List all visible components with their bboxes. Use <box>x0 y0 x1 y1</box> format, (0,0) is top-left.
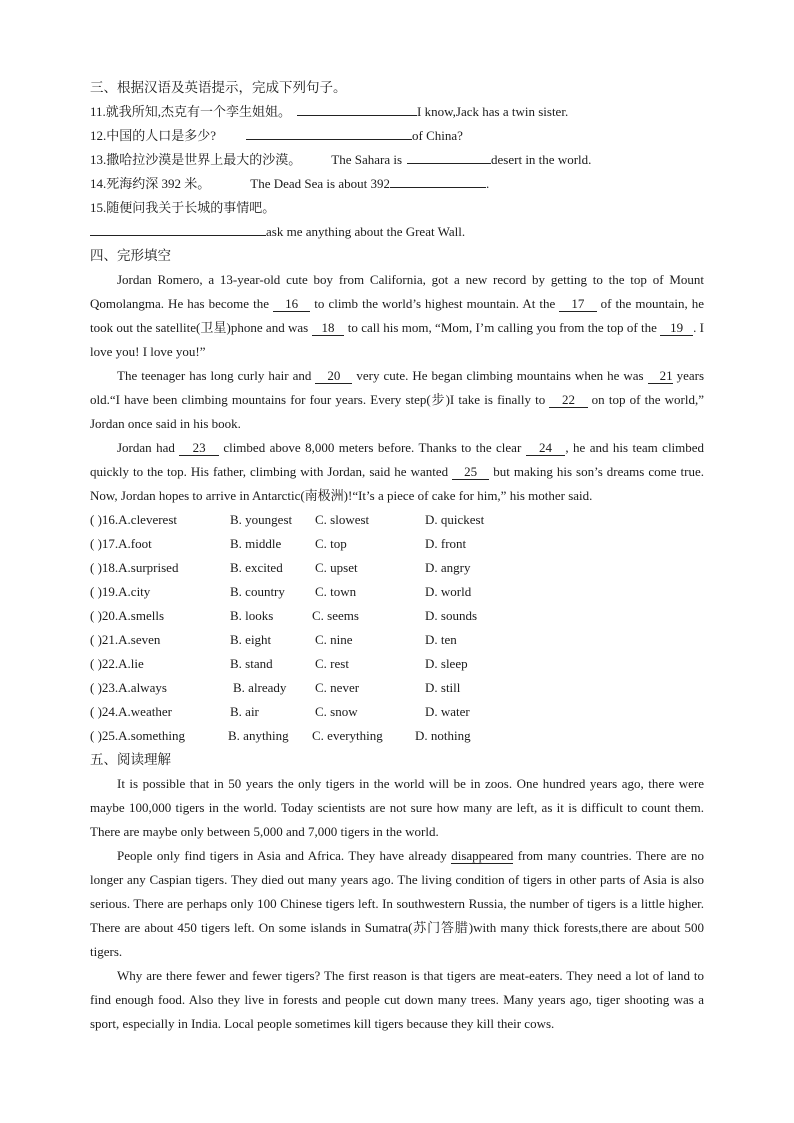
option-c[interactable]: C. everything <box>312 728 383 743</box>
option-d[interactable]: D. water <box>425 704 470 719</box>
option-row <box>90 556 704 580</box>
item-11 <box>90 100 704 124</box>
item-15-chinese: 15.随便问我关于长城的事情吧。 <box>90 200 276 215</box>
cloze-text: very cute. He began climbing mountains when he was <box>352 368 648 383</box>
option-d[interactable]: D. ten <box>425 632 457 647</box>
option-a[interactable]: ( )24.A.weather <box>90 704 172 719</box>
option-b[interactable]: B. air <box>230 704 259 719</box>
cloze-paragraph-2 <box>90 364 704 436</box>
cloze-blank-20[interactable] <box>315 368 352 384</box>
option-b[interactable]: B. excited <box>230 560 283 575</box>
cloze-text: but making his son’s dreams come true. Now, Jordan hopes to arrive in Antarctic(南极洲)!“It’s a piece of cake for him,” his mother said. <box>90 464 704 503</box>
option-b[interactable]: B. eight <box>230 632 272 647</box>
cloze-blank-22[interactable] <box>549 392 587 408</box>
option-row <box>90 580 704 604</box>
reading-paragraph-2 <box>90 844 704 964</box>
cloze-text: Jordan Romero, a 13-year-old cute boy from California, got a new record by getting to the top of Mount Qomolangma. He has become the <box>90 272 704 311</box>
option-row <box>90 700 704 724</box>
option-a[interactable]: ( )21.A.seven <box>90 632 161 647</box>
cloze-text: to climb the world’s highest mountain. At the <box>310 296 560 311</box>
option-c[interactable]: C. nine <box>315 632 353 647</box>
cloze-text: years old.“I have been climbing mountains for four years. Every step(步)I take is finally to <box>90 368 705 407</box>
cloze-paragraph-1 <box>90 268 704 364</box>
item-12-english: of China? <box>412 128 463 143</box>
item-13-blank[interactable] <box>407 148 491 164</box>
reading-text: from many countries. There are no longer any Caspian tigers. They died out many years ago. The living condition of tigers in other parts of Asia is also serious. There are perhaps only 100 Chinese tigers left. In southwestern Russia, the number of tigers is a little higher. There are about 450 tigers left. On some islands in Sumatra(苏门答腊)with many thick forests,there are about 500 tigers. <box>90 848 705 959</box>
item-14-blank[interactable] <box>390 172 486 188</box>
option-a[interactable]: ( )20.A.smells <box>90 608 165 623</box>
item-11-blank[interactable] <box>297 100 417 116</box>
option-row <box>90 508 704 532</box>
option-c[interactable]: C. rest <box>315 656 349 671</box>
item-13 <box>90 148 704 172</box>
option-c[interactable]: C. seems <box>312 608 359 623</box>
worksheet-page <box>90 76 704 1036</box>
option-row <box>90 628 704 652</box>
reading-text: People only find tigers in Asia and Africa. They have already <box>117 848 452 863</box>
option-c[interactable]: C. snow <box>315 704 358 719</box>
option-a[interactable]: ( )18.A.surprised <box>90 560 179 575</box>
cloze-blank-number: 22 <box>561 392 575 407</box>
item-13-chinese: 13.撒哈拉沙漠是世界上最大的沙漠。 <box>90 152 302 167</box>
cloze-blank-23[interactable] <box>179 440 219 456</box>
cloze-blank-number: 19 <box>670 320 684 335</box>
option-c[interactable]: C. slowest <box>315 512 370 527</box>
cloze-blank-19[interactable] <box>660 320 693 336</box>
cloze-text: on top of the world,” Jordan once said in his book. <box>90 392 705 431</box>
option-row <box>90 676 704 700</box>
cloze-text: . I love you! I love you!” <box>90 320 705 359</box>
cloze-blank-16[interactable] <box>273 296 310 312</box>
option-a[interactable]: ( )19.A.city <box>90 584 151 599</box>
cloze-blank-number: 21 <box>659 368 673 383</box>
option-d[interactable]: D. sounds <box>425 608 478 623</box>
cloze-text: Jordan had <box>117 440 180 455</box>
option-d[interactable]: D. sleep <box>425 656 468 671</box>
section4-heading: 四、完形填空 <box>90 248 171 263</box>
item-12-chinese: 12.中国的人口是多少? <box>90 128 217 143</box>
cloze-blank-21[interactable] <box>648 368 673 384</box>
cloze-paragraph-3 <box>90 436 704 508</box>
item-15-answer <box>90 220 704 244</box>
option-row <box>90 604 704 628</box>
reading-paragraph-3: Why are there fewer and fewer tigers? The first reason is that tigers are meat-eaters. They need a lot of land to find enough food. Also they live in forests and people cut down many trees. Many years ago, tiger shooting was a sport, especially in India. Local people sometimes kill tigers because they kill their cows. <box>90 968 704 1031</box>
item-15-english: ask me anything about the Great Wall. <box>266 224 466 239</box>
cloze-text: of the mountain, he took out the satellite(卫星)phone and was <box>90 296 705 335</box>
cloze-blank-number: 20 <box>327 368 341 383</box>
option-row <box>90 724 704 748</box>
cloze-blank-25[interactable] <box>452 464 489 480</box>
section5-heading: 五、阅读理解 <box>90 752 171 767</box>
cloze-text: The teenager has long curly hair and <box>117 368 316 383</box>
cloze-text: , he and his team climbed quickly to the top. His father, climbing with Jordan, said he wanted <box>90 440 705 479</box>
cloze-text: climbed above 8,000 meters before. Thanks to the clear <box>218 440 526 455</box>
item-15-blank[interactable] <box>90 220 266 236</box>
underlined-word: disappeared <box>451 848 514 863</box>
cloze-blank-24[interactable] <box>526 440 566 456</box>
option-d[interactable]: D. angry <box>425 560 471 575</box>
option-b[interactable]: B. middle <box>230 536 282 551</box>
section3-heading: 三、根据汉语及英语提示，完成下列句子。 <box>90 80 347 95</box>
option-a[interactable]: ( )22.A.lie <box>90 656 144 671</box>
option-a[interactable]: ( )17.A.foot <box>90 536 152 551</box>
cloze-blank-number: 23 <box>192 440 206 455</box>
option-c[interactable]: C. upset <box>315 560 358 575</box>
option-d[interactable]: D. quickest <box>425 512 485 527</box>
option-d[interactable]: D. world <box>425 584 472 599</box>
option-b[interactable]: B. country <box>230 584 285 599</box>
option-c[interactable]: C. never <box>315 680 360 695</box>
option-a[interactable]: ( )16.A.cleverest <box>90 512 177 527</box>
cloze-blank-17[interactable] <box>559 296 596 312</box>
option-d[interactable]: D. nothing <box>415 728 471 743</box>
option-b[interactable]: B. stand <box>230 656 273 671</box>
cloze-blank-number: 24 <box>539 440 553 455</box>
options-list <box>90 508 704 748</box>
cloze-blank-number: 25 <box>464 464 478 479</box>
item-14-english-before: The Dead Sea is about 392 <box>250 176 390 191</box>
option-a[interactable]: ( )25.A.something <box>90 728 185 743</box>
option-b[interactable]: B. youngest <box>230 512 293 527</box>
cloze-blank-18[interactable] <box>312 320 345 336</box>
option-row <box>90 532 704 556</box>
item-15 <box>90 196 704 220</box>
item-14-english-after: . <box>485 176 490 191</box>
option-a[interactable]: ( )23.A.always <box>90 680 167 695</box>
item-13-english-after: desert in the world. <box>491 152 592 167</box>
item-11-chinese: 11.就我所知,杰克有一个孪生姐姐。 <box>90 104 292 119</box>
option-b[interactable]: B. already <box>233 680 287 695</box>
option-c[interactable]: C. town <box>315 584 357 599</box>
cloze-blank-number: 16 <box>285 296 299 311</box>
option-b[interactable]: B. looks <box>230 608 274 623</box>
cloze-blank-number: 17 <box>571 296 585 311</box>
option-d[interactable]: D. still <box>425 680 461 695</box>
item-14 <box>90 172 704 196</box>
item-13-english-before: The Sahara is <box>331 152 403 167</box>
option-d[interactable]: D. front <box>425 536 467 551</box>
cloze-blank-number: 18 <box>321 320 335 335</box>
option-c[interactable]: C. top <box>315 536 347 551</box>
cloze-text: to call his mom, “Mom, I’m calling you from the top of the <box>344 320 661 335</box>
reading-paragraph-1: It is possible that in 50 years the only tigers in the world will be in zoos. One hundred years ago, there were maybe 100,000 tigers in the world. Today scientists are not sure how many are left, as it is difficult to count them. There are maybe only between 5,000 and 7,000 tigers in the world. <box>90 776 704 839</box>
option-row <box>90 652 704 676</box>
item-12-blank[interactable] <box>246 124 412 140</box>
item-12 <box>90 124 704 148</box>
option-b[interactable]: B. anything <box>228 728 289 743</box>
item-11-english: I know,Jack has a twin sister. <box>417 104 569 119</box>
item-14-chinese: 14.死海约深 392 米。 <box>90 176 211 191</box>
